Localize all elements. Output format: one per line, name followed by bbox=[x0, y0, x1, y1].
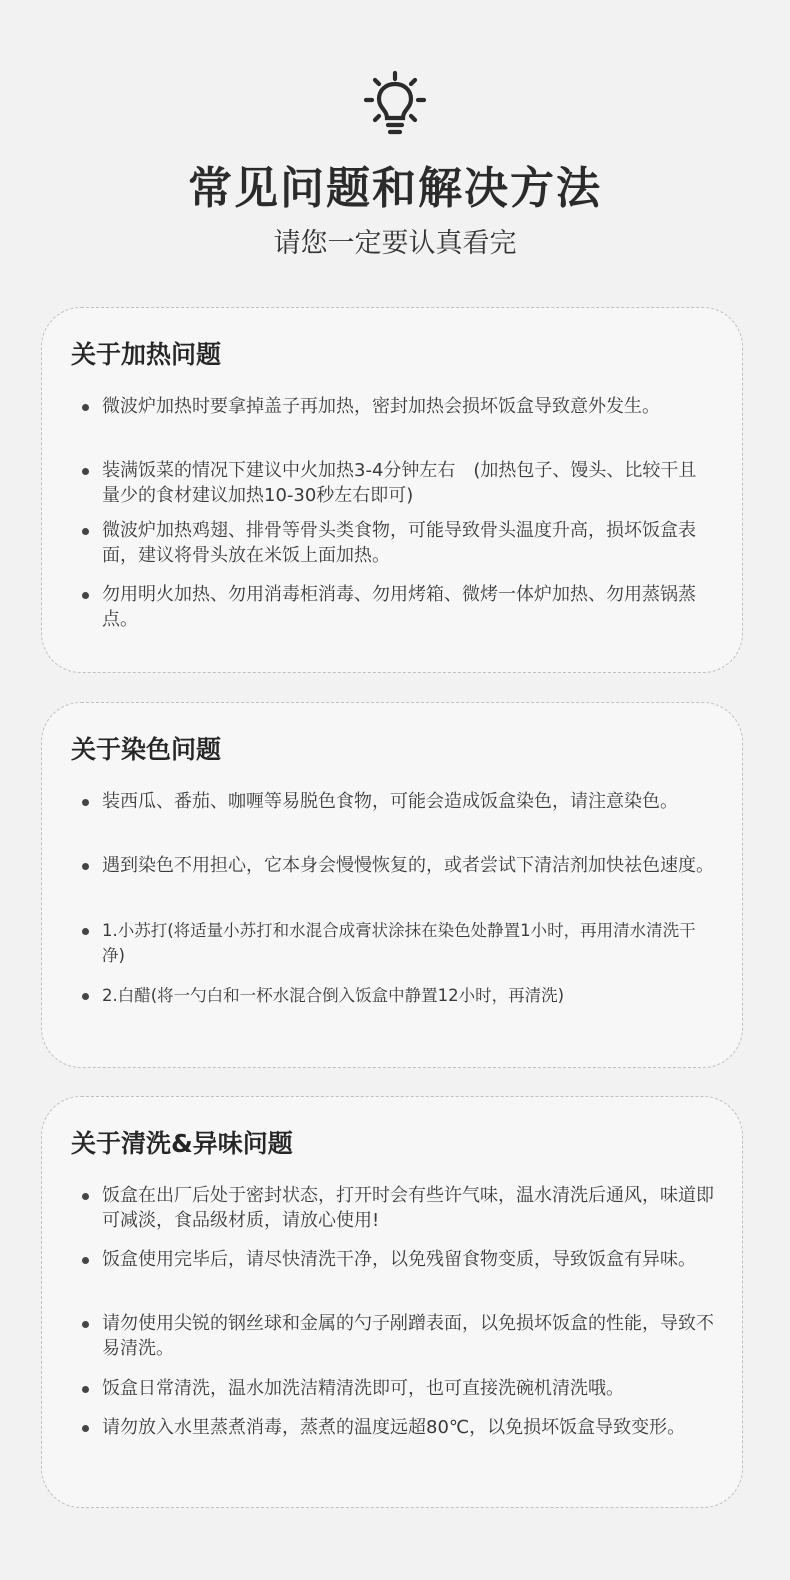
bullet-icon bbox=[82, 1386, 89, 1393]
bullet-icon bbox=[82, 1425, 89, 1432]
bullet-icon bbox=[82, 1193, 89, 1200]
list-item bbox=[102, 1311, 714, 1361]
list-item-text: 微波炉加热鸡翅、排骨等骨头类食物，可能导致骨头温度升高，损坏饭盒表面，建议将骨头放在米饭上面加热。 bbox=[102, 520, 696, 566]
faq-card-cleaning bbox=[41, 1096, 743, 1508]
list-item bbox=[102, 1183, 714, 1233]
list-item-text: 饭盒日常清洗，温水加洗洁精清洗即可，也可直接洗碗机清洗哦。 bbox=[102, 1378, 624, 1399]
bullet-icon bbox=[82, 592, 89, 599]
list-item bbox=[102, 789, 714, 814]
list-item-text: 装西瓜、番茄、咖喱等易脱色食物，可能会造成饭盒染色，请注意染色。 bbox=[102, 791, 678, 812]
list-item bbox=[102, 918, 714, 968]
bullet-icon bbox=[82, 993, 89, 1000]
faq-card-staining bbox=[41, 702, 743, 1068]
section-title: 关于加热问题 bbox=[71, 340, 222, 369]
list-item-text: 1.小苏打(将适量小苏打和水混合成膏状涂抹在染色处静置1小时，再用清水清洗干净) bbox=[102, 921, 696, 965]
list-item-text: 饭盒使用完毕后，请尽快清洗干净，以免残留食物变质，导致饭盒有异味。 bbox=[102, 1249, 696, 1270]
list-item-text: 微波炉加热时要拿掉盖子再加热，密封加热会损坏饭盒导致意外发生。 bbox=[102, 396, 660, 417]
bullet-icon bbox=[82, 1257, 89, 1264]
faq-card-heating bbox=[41, 307, 743, 673]
list-item bbox=[102, 1415, 714, 1440]
bullet-icon bbox=[82, 468, 89, 475]
list-item-text: 装满饭菜的情况下建议中火加热3-4分钟左右 (加热包子、馒头、比较干且量少的食材建议加热10-30秒左右即可) bbox=[102, 460, 697, 506]
list-item-text: 2.白醋(将一勺白和一杯水混合倒入饭盒中静置12小时，再清洗) bbox=[102, 986, 565, 1005]
list-item-text: 遇到染色不用担心，它本身会慢慢恢复的，或者尝试下清洁剂加快祛色速度。 bbox=[102, 855, 714, 876]
section-title: 关于清洗&异味问题 bbox=[71, 1129, 293, 1158]
bullet-icon bbox=[82, 528, 89, 535]
list-item bbox=[102, 1247, 714, 1272]
list-item-text: 请勿放入水里蒸煮消毒，蒸煮的温度远超80℃，以免损坏饭盒导致变形。 bbox=[102, 1417, 686, 1438]
page-title: 常见问题和解决方法 bbox=[188, 163, 602, 214]
list-item-text: 饭盒在出厂后处于密封状态，打开时会有些许气味，温水清洗后通风，味道即可减淡，食品级材质，请放心使用! bbox=[102, 1185, 714, 1231]
bullet-icon bbox=[82, 404, 89, 411]
bullet-icon bbox=[82, 799, 89, 806]
list-item bbox=[102, 394, 714, 419]
lightbulb-icon bbox=[363, 70, 427, 138]
list-item bbox=[102, 458, 714, 508]
section-title: 关于染色问题 bbox=[71, 735, 222, 764]
page-subtitle: 请您一定要认真看完 bbox=[273, 228, 517, 259]
list-item bbox=[102, 582, 714, 632]
list-item bbox=[102, 1376, 714, 1401]
list-item bbox=[102, 518, 714, 568]
list-item-text: 勿用明火加热、勿用消毒柜消毒、勿用烤箱、微烤一体炉加热、勿用蒸锅蒸点。 bbox=[102, 584, 696, 630]
list-item-text: 请勿使用尖锐的钢丝球和金属的勺子剐蹭表面，以免损坏饭盒的性能，导致不易清洗。 bbox=[102, 1313, 714, 1359]
header bbox=[0, 0, 790, 290]
bullet-icon bbox=[82, 1321, 89, 1328]
list-item bbox=[102, 983, 714, 1008]
bullet-icon bbox=[82, 928, 89, 935]
bullet-icon bbox=[82, 863, 89, 870]
list-item bbox=[102, 853, 714, 878]
